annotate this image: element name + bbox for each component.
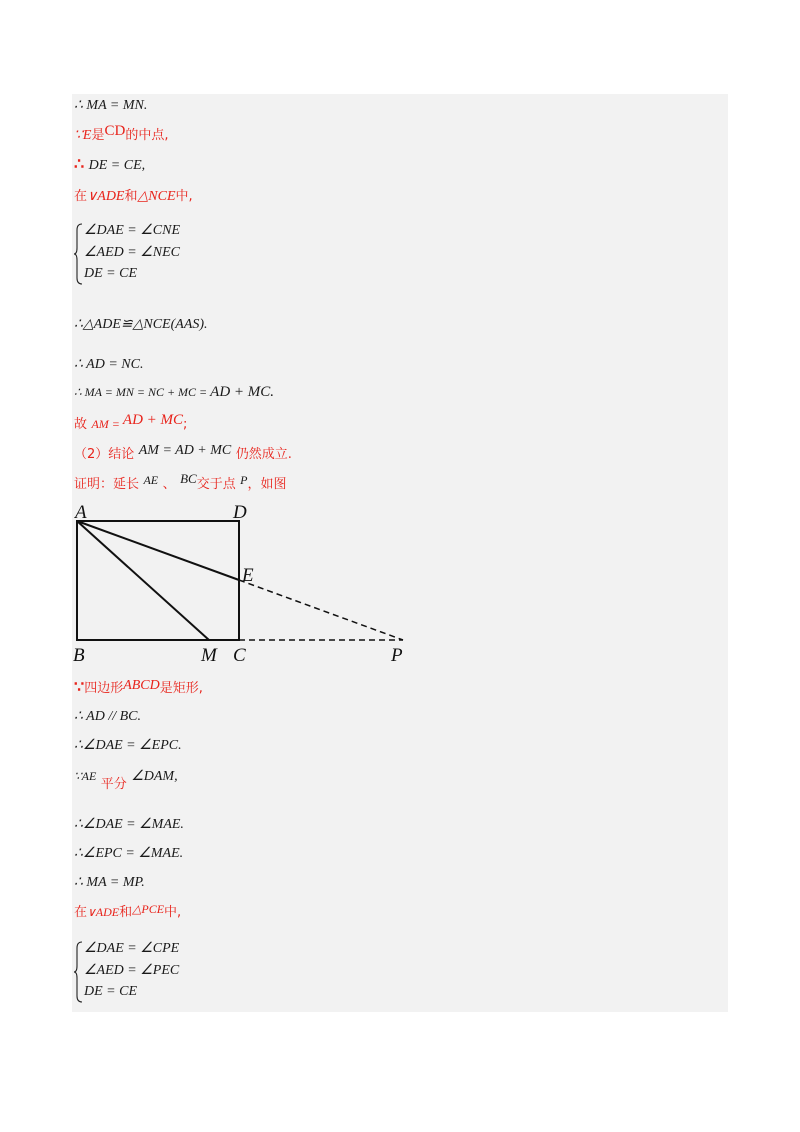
label-c: C <box>233 645 246 666</box>
sys1-row2: ∠AED = ∠NEC <box>84 245 180 260</box>
left-brace-icon <box>74 940 84 1004</box>
ad-mc: AD + MC. <box>210 384 275 400</box>
therefore-symbol: ∴ <box>74 154 85 173</box>
seg-cd: CD <box>104 123 126 139</box>
line-congruence-1: ∴△ADE≌△NCE(AAS). <box>74 317 208 332</box>
ad-plus-mc: AD + MC <box>122 412 184 428</box>
line-ma-mp: ∴ MA = MP. <box>74 875 145 890</box>
label-e: E <box>242 565 254 586</box>
line-de-ce <box>74 154 145 174</box>
rectangle-figure <box>70 500 420 668</box>
sys2-row2: ∠AED = ∠PEC <box>84 963 180 978</box>
rect-abcd <box>77 521 239 640</box>
line-ad-nc: ∴ AD = NC. <box>74 357 144 372</box>
point-p: P <box>240 473 248 487</box>
as-figure: ，如图 <box>247 477 287 492</box>
de-ce: DE = CE, <box>88 158 146 173</box>
word-and: 和 <box>124 189 138 204</box>
line-proof-start <box>74 473 287 492</box>
line-in-triangles-1 <box>74 185 193 205</box>
still-holds: 仍然成立. <box>235 447 292 462</box>
label-p: P <box>391 645 403 666</box>
comma-sep: 、 <box>162 477 176 492</box>
word-in-2: 在 <box>74 905 88 920</box>
word-is: 是 <box>91 128 105 143</box>
quad-abcd: ABCD <box>123 678 160 693</box>
line-dae-epc: ∴∠DAE = ∠EPC. <box>74 738 182 753</box>
label-a: A <box>75 502 87 523</box>
angle-dam: ∠DAM, <box>131 769 178 784</box>
label-m: M <box>201 645 217 666</box>
line-part-2 <box>74 443 292 463</box>
am-eq: AM = <box>91 417 123 431</box>
tri-ade: ∨ADE <box>87 189 125 204</box>
sys2-row1: ∠DAE = ∠CPE <box>84 941 180 956</box>
seg-ae-line <box>77 521 239 580</box>
line-e-midpoint <box>74 124 168 144</box>
because-e: ∵E <box>74 128 92 143</box>
word-bisects: 平分 <box>100 777 127 792</box>
word-therefore: 故 <box>74 417 88 432</box>
because-symbol: ∵ <box>74 677 85 696</box>
word-middle-2: 中, <box>164 905 182 920</box>
seg-ae: AE <box>143 473 159 487</box>
sys1-row1: ∠DAE = ∠CNE <box>84 223 180 238</box>
seg-bc: BC <box>180 471 197 486</box>
word-middle: 中, <box>175 189 193 204</box>
sys2-row3: DE = CE <box>84 984 137 999</box>
seg-am-line <box>77 521 209 640</box>
sys1-row3: DE = CE <box>84 266 137 281</box>
because-ae: ∵AE <box>74 769 97 783</box>
line-ma-mn: ∴ MA = MN. <box>74 98 148 113</box>
ma-chain: ∴ MA = MN = NC + MC = <box>74 385 211 399</box>
part-2-label: （2）结论 <box>74 447 135 462</box>
line-epc-mae: ∴∠EPC = ∠MAE. <box>74 846 184 861</box>
line-dae-mae: ∴∠DAE = ∠MAE. <box>74 817 184 832</box>
part-2-formula: AM = AD + MC <box>138 443 232 458</box>
word-is-rectangle: 是矩形, <box>159 681 203 696</box>
word-in: 在 <box>74 189 88 204</box>
line-conclusion-1 <box>74 413 187 433</box>
seg-ep-dashed <box>239 580 403 640</box>
intersect-at: 交于点 <box>196 477 236 492</box>
line-in-triangles-2 <box>74 901 181 920</box>
label-b: B <box>73 645 85 666</box>
equation-system-2 <box>74 940 224 1004</box>
left-brace-icon <box>74 222 84 286</box>
word-midpoint: 的中点, <box>125 128 169 143</box>
tri-ade-2: ∨ADE <box>87 905 120 919</box>
semicolon: ; <box>183 417 188 432</box>
line-ma-chain <box>74 384 274 401</box>
word-quadrilateral: 四边形 <box>84 681 124 696</box>
tri-nce: △NCE <box>137 189 176 204</box>
proof-extend: 证明：延长 <box>74 477 140 492</box>
equation-system-1 <box>74 222 224 286</box>
line-ad-parallel-bc: ∴ AD // BC. <box>74 709 141 724</box>
label-d: D <box>233 502 247 523</box>
word-and-2: 和 <box>119 905 133 920</box>
line-bisector <box>74 765 178 792</box>
tri-pce: △PCE <box>132 902 165 916</box>
line-rectangle <box>74 677 203 697</box>
